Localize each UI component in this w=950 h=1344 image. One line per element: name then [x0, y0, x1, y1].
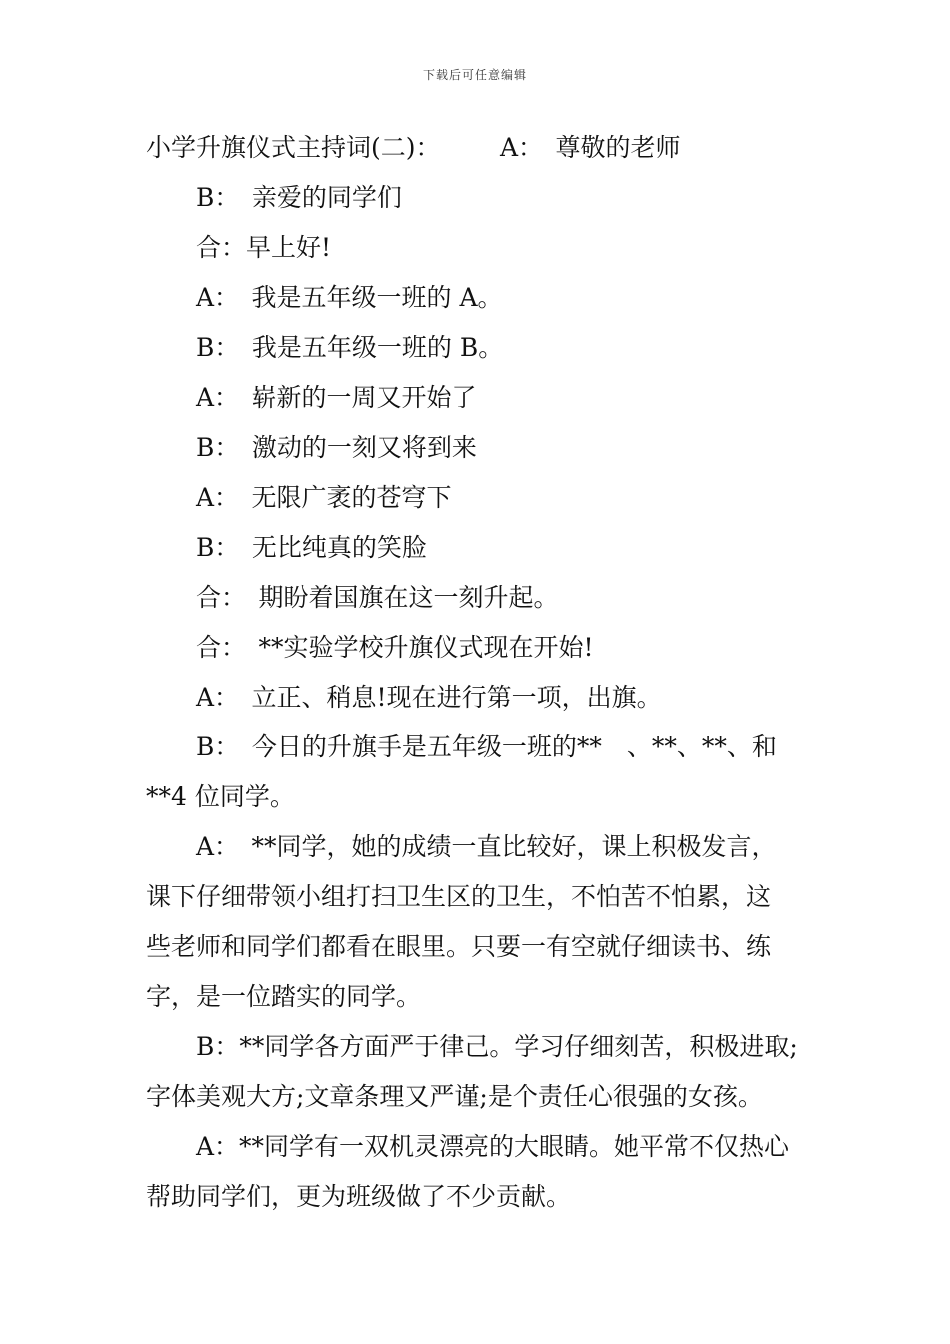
header-note: 下载后可任意编辑: [422, 68, 527, 82]
dialogue-line: B： 无比纯真的笑脸: [196, 533, 427, 562]
dialogue-line: A： 崭新的一周又开始了: [196, 383, 477, 412]
dialogue-line: 字体美观大方;文章条理又严谨;是个责任心很强的女孩。: [146, 1082, 763, 1111]
dialogue-line: A： **同学，她的成绩一直比较好，课上积极发言，: [196, 832, 777, 861]
dialogue-line: B： 亲爱的同学们: [196, 183, 402, 212]
dialogue-line: A：**同学有一双机灵漂亮的大眼睛。她平常不仅热心: [196, 1132, 790, 1161]
dialogue-line: B：**同学各方面严于律己。学习仔细刻苦，积极进取;: [196, 1032, 798, 1061]
dialogue-line: 课下仔细带领小组打扫卫生区的卫生，不怕苦不怕累，这: [146, 882, 772, 911]
dialogue-line: B： 激动的一刻又将到来: [196, 433, 477, 462]
dialogue-line: **4 位同学。: [146, 782, 295, 811]
dialogue-line: A： 无限广袤的苍穹下: [196, 483, 452, 512]
dialogue-line: 合：早上好!: [196, 233, 332, 262]
dialogue-line: 些老师和同学们都看在眼里。只要一有空就仔细读书、练: [146, 932, 772, 961]
dialogue-line: 合： 期盼着国旗在这一刻升起。: [196, 583, 559, 612]
dialogue-line: A： 我是五年级一班的 A。: [196, 283, 503, 312]
dialogue-line: B： 我是五年级一班的 B。: [196, 333, 504, 362]
dialogue-line: B： 今日的升旗手是五年级一班的** 、**、**、和: [196, 732, 777, 761]
dialogue-line: 帮助同学们，更为班级做了不少贡献。: [146, 1182, 572, 1211]
dialogue-line: 字，是一位踏实的同学。: [146, 982, 422, 1011]
document-title: 小学升旗仪式主持词(二)：: [146, 133, 441, 162]
dialogue-line: 合： **实验学校升旗仪式现在开始!: [196, 633, 594, 662]
dialogue-line: A： 立正、稍息!现在进行第一项，出旗。: [196, 683, 662, 712]
title-line-a: A： 尊敬的老师: [500, 133, 681, 162]
